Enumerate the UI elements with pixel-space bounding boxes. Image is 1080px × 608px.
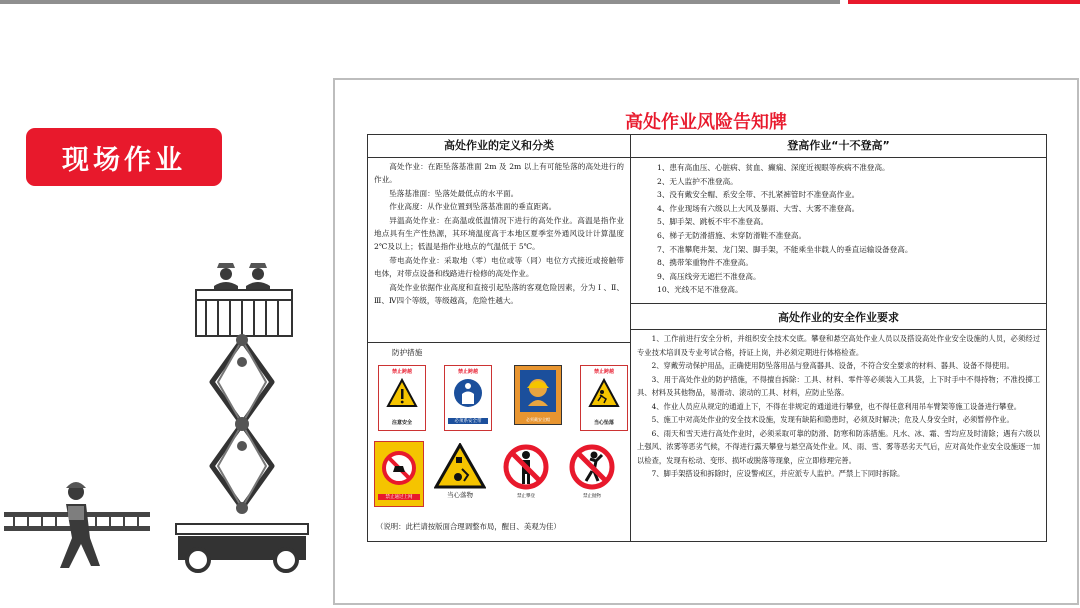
list-item: 10、光线不足不准登高。: [657, 285, 743, 295]
safety-rule: 6、雨天和雪天进行高处作业时，必须采取可靠的防滑、防寒和防冻措施。凡水、冰、霜、雪均应及时清除；遇有六级以上强风、浓雾等恶劣气候，不得进行露天攀登与悬空高处作业。风、雨、雪、雾等恶劣天气后，应对高处作业安全设施逐一加以检查，发现有松动、变形、损坏或脱落等现象，应立即修理完善。: [637, 428, 1040, 465]
sign-no-climbing: 禁止通过上网: [374, 441, 424, 507]
mandatory-harness-icon: [453, 378, 483, 408]
list-item: 4、作业现场有六级以上大风及暴雨、大雪、大雾不准登高。: [657, 203, 860, 213]
sign-falling-object: 当心落物: [430, 441, 490, 505]
layout-note: （说明：此栏请按版面合理调整布局，醒目、美观为佳）: [376, 522, 561, 531]
falling-object-icon: [434, 443, 486, 489]
helmet-icon: [520, 370, 556, 412]
top-decor-bar: [0, 0, 840, 4]
worker-carrying-ladder-icon: [4, 482, 150, 568]
right-column: [631, 135, 1046, 541]
warning-triangle-icon: [386, 378, 418, 408]
list-item: 2、无人监护不准登高。: [657, 176, 738, 186]
safety-rule: 1、工作前进行安全分析，并组织安全技术交底。攀登和悬空高处作业人员以及搭设高处作业安全设施的人员，必须经过专业技术培训及专业考试合格，持证上岗，并必须定期进行体格检查。: [637, 334, 1040, 357]
safety-heading: 高处作业的安全作业要求: [778, 311, 899, 324]
fall-warning-icon: [588, 378, 620, 408]
sign-fall: 禁止跨越 当心坠落: [580, 365, 628, 431]
list-item: 8、携带笨重物件不准登高。: [657, 258, 753, 268]
no-throwing-icon: [568, 443, 616, 491]
safety-rule: 2、穿戴劳动保护用品，正确使用防坠落用品与登高器具、设备，不符合安全要求的材料、器具、设备不得使用。: [651, 361, 1014, 370]
no-person-icon: [502, 443, 550, 491]
sign-no-throwing: 禁止抛物: [564, 441, 620, 505]
lift-base: [176, 524, 308, 571]
definition-column: [368, 135, 631, 541]
definition-text: [374, 160, 624, 307]
ten-not-heading: 登高作业“十不登高”: [787, 139, 890, 152]
top-accent-bar: [848, 0, 1080, 4]
safety-rules: [637, 332, 1040, 481]
list-item: 5、脚手架、跳板不牢不准登高。: [657, 217, 769, 227]
definition-paragraph: 带电高处作业：采取地（零）电位或等（同）电位方式接近或接触带电体，对带点设备和线路进行检修的高处作业。: [374, 255, 624, 279]
sign-harness: 禁止跨越 必须系安全带: [444, 365, 492, 431]
sign-helmet: 必须戴安全帽: [514, 365, 562, 425]
sign-no-person: 禁止攀登: [498, 441, 554, 505]
list-item: 1、患有高血压、心脏病、贫血、癫痫、深度近视眼等疾病不准登高。: [657, 163, 890, 172]
section-badge: 现场作业: [26, 128, 222, 186]
safety-rule: 5、施工中对高处作业的安全技术设施，发现有缺陷和隐患时，必须及时解决；危及人身安全时，必须暂停作业。: [651, 415, 1014, 424]
safety-rule: 7、脚手架搭设和拆除时，应设警戒区，并应派专人监护。严禁上下同时拆除。: [651, 469, 905, 478]
list-item: 9、高压线旁无遮拦不准登高。: [657, 271, 761, 281]
list-item: 6、梯子无防滑措施、未穿防滑鞋不准登高。: [657, 230, 807, 240]
scissor-lift-illustration: [0, 256, 320, 608]
safety-rule: 3、用于高处作业的防护措施，不得擅自拆除：工具、材料、零件等必须装入工具袋，上下时手中不得持物；不准投掷工具、材料及其他物品，易滑动、滚动的工具、材料，应防止坠落。: [637, 374, 1040, 397]
definition-paragraph: 作业高度：从作业位置到坠落基准面的垂直距离。: [389, 202, 557, 212]
definition-paragraph: 坠落基准面：坠落处最低点的水平面。: [389, 188, 519, 198]
risk-notice-board: [333, 78, 1079, 605]
list-item: 7、不准攀爬井架、龙门架、脚手架，不能乘坐非载人的垂直运输设备登高。: [657, 244, 913, 254]
list-item: 3、没有戴安全帽、系安全带、不扎紧裤管时不准登高作业。: [657, 190, 860, 200]
definition-heading: 高处作业的定义和分类: [444, 139, 554, 152]
no-climbing-icon: [381, 450, 417, 486]
protection-label: 防护措施: [392, 348, 423, 357]
definition-paragraph: 异温高处作业：在高温或低温情况下进行的高处作业。高温是指作业地点具有生产性热源，其环境温度高于本地区夏季室外通风设计计算温度 2℃及以上；低温是指作业地点的气温低于 5℃。: [374, 215, 624, 252]
lift-basket: [196, 290, 292, 336]
definition-paragraph: 高处作业：在距坠落基准面 2m 及 2m 以上有可能坠落的高处进行的作业。: [374, 162, 624, 185]
sign-caution: 禁止跨越 注意安全: [378, 365, 426, 431]
ten-not-list: [635, 161, 1040, 297]
board-content-table: [367, 134, 1047, 542]
definition-paragraph: 高处作业依据作业高度和直接引起坠落的客观危险因素，分为 Ⅰ 、Ⅱ、Ⅲ、Ⅳ四个等级，等级越高，危险性越大。: [374, 282, 624, 306]
safety-rule: 4、作业人员应从规定的通道上下，不得在非规定的通道进行攀登，也不得任意利用吊车臂架等施工设备进行攀登。: [651, 401, 1022, 411]
board-title: 高处作业风险告知牌: [625, 112, 787, 133]
